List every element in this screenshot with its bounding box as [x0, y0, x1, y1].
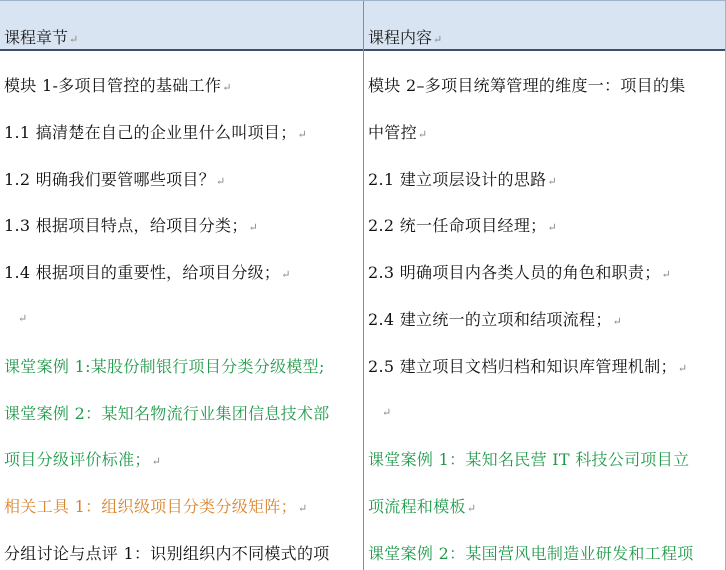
line-text: 相关工具 1：组织级项目分类分级矩阵；: [4, 497, 297, 517]
line-text: 1.4 根据项目的重要性，给项目分级；: [4, 263, 281, 283]
line-text: 中管控: [368, 122, 417, 142]
line-text: 分组讨论与点评 1：识别组织内不同模式的项: [4, 544, 330, 563]
line-text: 课堂案例 2：某知名物流行业集团信息技术部: [4, 403, 330, 423]
column-course-content: [364, 1, 726, 570]
paragraph-mark: ↵: [281, 268, 291, 282]
text-line: [4, 260, 291, 283]
line-text: 2.3 明确项目内各类人员的角色和职责；: [368, 263, 661, 283]
paragraph-mark: ↵: [151, 455, 162, 469]
line-text: 2.1 建立项层设计的思路: [368, 169, 547, 189]
text-line: [4, 213, 258, 236]
paragraph-mark: ↵: [612, 315, 623, 328]
text-line: [4, 447, 161, 470]
text-line: [4, 494, 308, 517]
paragraph-mark: ↵: [248, 221, 259, 235]
paragraph-mark: ↵: [677, 361, 688, 375]
text-line: [4, 401, 331, 424]
text-line: [4, 167, 226, 190]
header-course-chapters: 课程章节↵: [4, 28, 79, 47]
header-course-content: 课程内容↵: [368, 28, 443, 47]
text-line: [4, 541, 331, 564]
line-text: 2.2 统一任命项目经理；: [368, 216, 547, 236]
line-text: 课堂案例 1:某股份制银行项目分类分级模型;: [4, 356, 325, 376]
paragraph-mark: ↵: [661, 268, 672, 282]
text-line: [368, 73, 687, 96]
line-text: 1.2 明确我们要管哪些项目？: [4, 169, 216, 189]
text-line: [368, 260, 671, 283]
paragraph-mark: ↵: [297, 502, 308, 516]
line-text: 课堂案例 1：某知名民营 IT 科技公司项目立: [368, 450, 690, 470]
paragraph-mark: ↵: [216, 174, 226, 188]
text-line: [368, 120, 427, 143]
paragraph-mark: ↵: [222, 81, 232, 94]
text-line: [368, 401, 392, 420]
text-line: [368, 541, 695, 564]
paragraph-mark: ↵: [18, 312, 28, 325]
line-text: 课堂案例 2：某国营风电制造业研发和工程项: [368, 544, 694, 563]
text-line: [368, 307, 622, 330]
column-course-chapters: [0, 1, 362, 570]
paragraph-mark: ↵: [382, 405, 392, 419]
text-line: [368, 167, 557, 190]
line-text: 1.1 搞清楚在自己的企业里什么叫项目；: [4, 122, 297, 142]
paragraph-mark: ↵: [466, 502, 477, 516]
line-text: 项目分级评价标准；: [4, 450, 151, 470]
line-text: 项流程和模板: [368, 497, 466, 517]
paragraph-mark: ↵: [69, 33, 79, 46]
text-line: [4, 307, 28, 326]
paragraph-mark: ↵: [547, 174, 557, 188]
paragraph-mark: ↵: [433, 33, 443, 46]
text-line: [4, 120, 307, 143]
text-line: [368, 213, 557, 236]
line-text: 模块 1-多项目管控的基础工作: [4, 76, 222, 95]
text-line: [4, 354, 326, 377]
text-line: [368, 494, 476, 517]
line-text: 模块 2–多项目统筹管理的维度一：项目的集: [368, 76, 686, 95]
paragraph-mark: ↵: [297, 127, 308, 141]
paragraph-mark: ↵: [417, 127, 428, 141]
line-text: 2.4 建立统一的立项和结项流程；: [368, 310, 612, 329]
line-text: 2.5 建立项目文档归档和知识库管理机制；: [368, 356, 677, 376]
text-line: [368, 447, 690, 470]
text-line: [368, 354, 687, 377]
text-line: [4, 73, 232, 96]
paragraph-mark: ↵: [547, 221, 557, 235]
line-text: 1.3 根据项目特点，给项目分类；: [4, 216, 248, 236]
